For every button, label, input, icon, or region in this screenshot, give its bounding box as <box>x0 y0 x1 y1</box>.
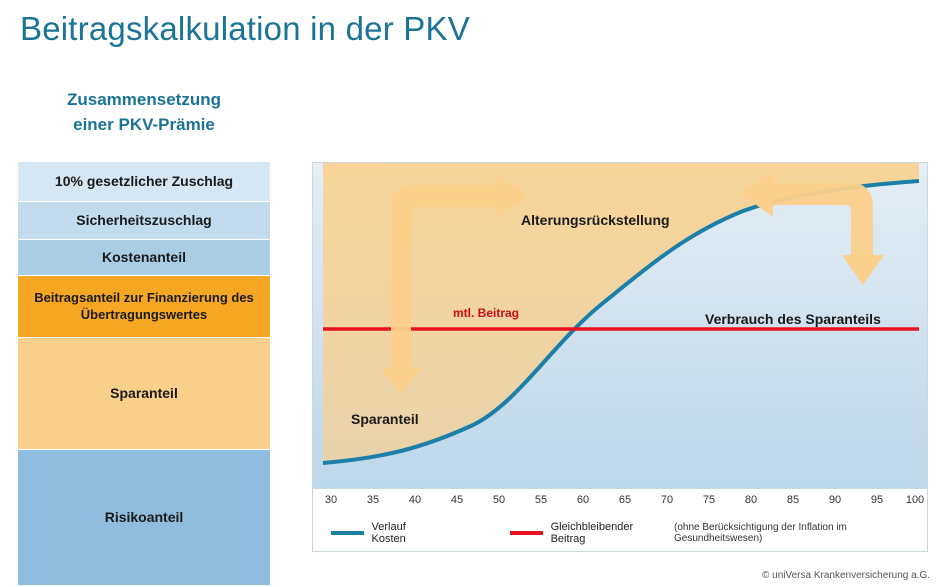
x-tick: 90 <box>828 494 842 506</box>
x-tick: 100 <box>905 494 925 506</box>
annotation-sparanteil: Sparanteil <box>351 411 419 427</box>
stack-segment-label: Sicherheitszuschlag <box>76 211 212 228</box>
legend-label: Verlauf Kosten <box>371 521 406 545</box>
x-tick: 55 <box>534 494 548 506</box>
annotation-mtl-beitrag: mtl. Beitrag <box>453 306 520 320</box>
legend-label: Gleichbleibender Beitrag <box>550 521 634 545</box>
subtitle-line-1: Zusammensetzung <box>67 90 221 109</box>
annotation-alterungsrueckstellung: Alterungsrückstellung <box>521 212 670 228</box>
legend-note: (ohne Berücksichtigung der Inflation im Gesundheitswesen) <box>674 522 847 544</box>
legend-item-gleichbleibender-beitrag <box>510 521 927 545</box>
stack-segment-gesetzlicher-zuschlag <box>18 162 270 202</box>
legend-swatch-icon <box>510 531 543 535</box>
stack-segment-risikoanteil <box>18 450 270 586</box>
x-tick: 70 <box>660 494 674 506</box>
x-tick: 60 <box>576 494 590 506</box>
x-axis <box>313 488 927 516</box>
subtitle <box>18 88 270 137</box>
stack-segment-sparanteil <box>18 338 270 450</box>
premium-composition-stack <box>18 162 270 586</box>
chart-legend <box>313 515 927 551</box>
cost-development-chart <box>312 162 928 552</box>
stack-segment-kostenanteil <box>18 240 270 276</box>
stack-segment-label: Sparanteil <box>110 384 178 401</box>
subtitle-line-2: einer PKV-Prämie <box>73 114 215 134</box>
x-tick: 80 <box>744 494 758 506</box>
x-tick: 35 <box>366 494 380 506</box>
stack-segment-sicherheitszuschlag <box>18 202 270 240</box>
legend-swatch-icon <box>331 531 364 535</box>
verbrauch-arrow <box>741 171 884 285</box>
annotation-verbrauch-des-sparanteils: Verbrauch des Sparanteils <box>705 311 881 327</box>
x-tick: 40 <box>408 494 422 506</box>
x-tick: 50 <box>492 494 506 506</box>
x-tick: 45 <box>450 494 464 506</box>
x-tick: 95 <box>870 494 884 506</box>
x-tick: 30 <box>324 494 338 506</box>
x-tick: 65 <box>618 494 632 506</box>
stack-segment-label: Kostenanteil <box>101 248 186 265</box>
stack-segment-label: 10% gesetzlicher Zuschlag <box>54 172 234 189</box>
legend-item-verlauf-kosten <box>331 521 440 545</box>
stack-segment-label: Beitragsanteil zur Finanzierung des Übertragungswertes <box>34 290 254 322</box>
chart-plot-area <box>313 163 927 488</box>
x-tick: 75 <box>702 494 716 506</box>
copyright-notice: © uniVersa Krankenversicherung a.G. <box>761 570 930 581</box>
x-tick: 85 <box>786 494 800 506</box>
page-title: Beitragskalkulation in der PKV <box>20 10 470 47</box>
stack-segment-label: Risikoanteil <box>104 508 184 525</box>
stack-segment-beitragsanteil-uebertragungswert <box>18 276 270 338</box>
